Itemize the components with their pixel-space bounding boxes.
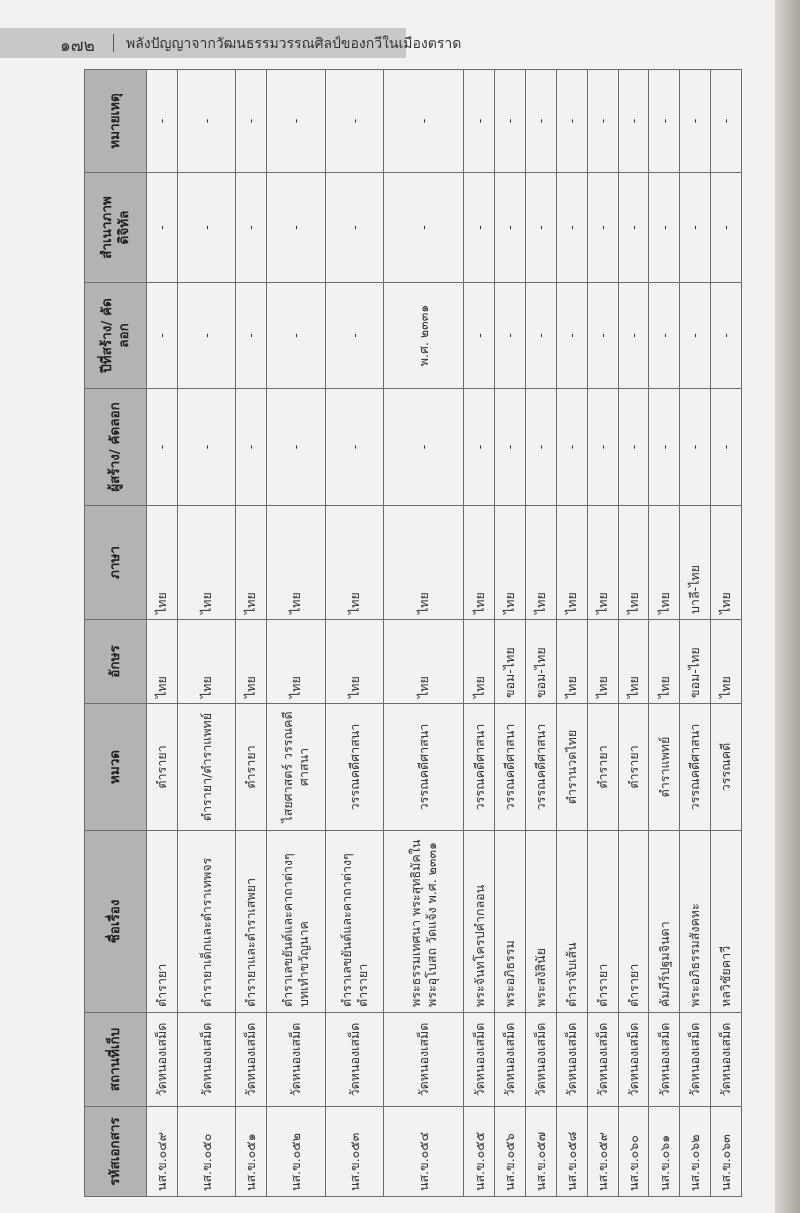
cell-script: ไทย	[711, 620, 742, 704]
cell-category: ตำราแพทย์	[649, 704, 680, 831]
cell-code: นส.ข.๐๕๒	[267, 1107, 326, 1197]
cell-year: -	[236, 283, 267, 389]
cell-creator: -	[526, 389, 557, 506]
cell-language: ไทย	[384, 506, 464, 620]
cell-year: -	[587, 283, 618, 389]
cell-code: นส.ข.๐๔๙	[147, 1107, 178, 1197]
cell-language: บาลี-ไทย	[680, 506, 711, 620]
table-row	[556, 70, 587, 1197]
cell-digital-copy: -	[147, 173, 178, 283]
cell-digital-copy: -	[711, 173, 742, 283]
cell-creator: -	[711, 389, 742, 506]
cell-digital-copy: -	[649, 173, 680, 283]
col-header-language: ภาษา	[85, 506, 147, 620]
cell-digital-copy: -	[267, 173, 326, 283]
table-row	[325, 70, 384, 1197]
cell-title: ตำราเลขยันต์และคาถาต่างๆ บทเทำขวัญนาค	[267, 831, 326, 1013]
cell-year: -	[556, 283, 587, 389]
cell-code: นส.ข.๐๕๔	[384, 1107, 464, 1197]
cell-title: หลวิชัยคาวี	[711, 831, 742, 1013]
cell-language: ไทย	[325, 506, 384, 620]
cell-remark: -	[147, 70, 178, 173]
cell-language: ไทย	[464, 506, 495, 620]
cell-location: วัดหนองเสม็ด	[464, 1013, 495, 1107]
table-header-row	[85, 70, 147, 1197]
page-number: ๑๗๒	[60, 36, 95, 56]
cell-location: วัดหนองเสม็ด	[495, 1013, 526, 1107]
cell-title: พระธรรมเทศนา พระสุทธิมัคในพระอุโบสถ วัดแจ้ง พ.ศ. ๒๓๓๑	[384, 831, 464, 1013]
cell-code: นส.ข.๐๕๕	[464, 1107, 495, 1197]
cell-digital-copy: -	[526, 173, 557, 283]
table-row	[495, 70, 526, 1197]
cell-category: วรรณคดี	[711, 704, 742, 831]
cell-year: -	[618, 283, 649, 389]
cell-category: วรรณคดีศาสนา	[526, 704, 557, 831]
cell-year: -	[177, 283, 236, 389]
col-header-remark: หมายเหตุ	[85, 70, 147, 173]
table-row	[464, 70, 495, 1197]
table-row	[526, 70, 557, 1197]
cell-title: พระสงัสินัย	[526, 831, 557, 1013]
manuscript-table	[84, 69, 742, 1197]
cell-creator: -	[618, 389, 649, 506]
cell-remark: -	[556, 70, 587, 173]
cell-script: ไทย	[384, 620, 464, 704]
cell-creator: -	[649, 389, 680, 506]
table-row	[384, 70, 464, 1197]
cell-location: วัดหนองเสม็ด	[649, 1013, 680, 1107]
cell-digital-copy: -	[495, 173, 526, 283]
cell-year: -	[649, 283, 680, 389]
cell-creator: -	[495, 389, 526, 506]
cell-title: ตำรายาเด็กและตำราเทพจร	[177, 831, 236, 1013]
cell-script: ไทย	[147, 620, 178, 704]
cell-creator: -	[147, 389, 178, 506]
cell-location: วัดหนองเสม็ด	[711, 1013, 742, 1107]
table-body	[147, 70, 742, 1197]
cell-location: วัดหนองเสม็ด	[384, 1013, 464, 1107]
cell-remark: -	[495, 70, 526, 173]
cell-remark: -	[384, 70, 464, 173]
cell-remark: -	[680, 70, 711, 173]
cell-script: ไทย	[325, 620, 384, 704]
cell-remark: -	[526, 70, 557, 173]
cell-language: ไทย	[526, 506, 557, 620]
cell-code: นส.ข.๐๖๐	[618, 1107, 649, 1197]
col-header-creator: ผู้สร้าง/ คัดลอก	[85, 389, 147, 506]
cell-title: ตำราเลขยันต์และคาถาต่างๆ ตำรายา	[325, 831, 384, 1013]
cell-category: วรรณคดีศาสนา	[680, 704, 711, 831]
cell-creator: -	[464, 389, 495, 506]
table-row	[649, 70, 680, 1197]
cell-remark: -	[325, 70, 384, 173]
cell-digital-copy: -	[177, 173, 236, 283]
cell-digital-copy: -	[325, 173, 384, 283]
table-row	[711, 70, 742, 1197]
cell-language: ไทย	[147, 506, 178, 620]
cell-title: พระจันทโครปคำกลอน	[464, 831, 495, 1013]
book-title: พลังปัญญาจากวัฒนธรรมวรรณศิลป์ของกวีในเมืองตราด	[126, 36, 462, 52]
cell-year: -	[325, 283, 384, 389]
cell-language: ไทย	[177, 506, 236, 620]
cell-remark: -	[267, 70, 326, 173]
cell-language: ไทย	[267, 506, 326, 620]
cell-remark: -	[649, 70, 680, 173]
cell-title: ตำรายา	[147, 831, 178, 1013]
cell-remark: -	[711, 70, 742, 173]
cell-script: ไทย	[236, 620, 267, 704]
cell-location: วัดหนองเสม็ด	[680, 1013, 711, 1107]
cell-creator: -	[325, 389, 384, 506]
cell-remark: -	[587, 70, 618, 173]
col-header-year: ปีที่สร้าง/ คัดลอก	[85, 283, 147, 389]
cell-location: วัดหนองเสม็ด	[267, 1013, 326, 1107]
header-divider	[113, 34, 114, 52]
cell-category: ตำรานวดไทย	[556, 704, 587, 831]
cell-title: คัมภีร์ปฐมจินดา	[649, 831, 680, 1013]
cell-code: นส.ข.๐๕๗	[526, 1107, 557, 1197]
col-header-digital-copy: สำเนาภาพ ดิจิทัล	[85, 173, 147, 283]
cell-location: วัดหนองเสม็ด	[236, 1013, 267, 1107]
cell-digital-copy: -	[618, 173, 649, 283]
cell-location: วัดหนองเสม็ด	[147, 1013, 178, 1107]
cell-remark: -	[618, 70, 649, 173]
cell-language: ไทย	[587, 506, 618, 620]
cell-language: ไทย	[495, 506, 526, 620]
cell-language: ไทย	[236, 506, 267, 620]
cell-code: นส.ข.๐๖๒	[680, 1107, 711, 1197]
cell-script: ไทย	[267, 620, 326, 704]
cell-year: -	[680, 283, 711, 389]
cell-digital-copy: -	[384, 173, 464, 283]
cell-remark: -	[177, 70, 236, 173]
cell-script: ไทย	[587, 620, 618, 704]
cell-title: พระอภิธรรมสังคหะ	[680, 831, 711, 1013]
col-header-script: อักษร	[85, 620, 147, 704]
cell-creator: -	[680, 389, 711, 506]
cell-category: ตำรายา	[587, 704, 618, 831]
cell-category: วรรณคดีศาสนา	[325, 704, 384, 831]
cell-category: ตำรายา/ตำราแพทย์	[177, 704, 236, 831]
cell-title: พระอภิธรรม	[495, 831, 526, 1013]
cell-location: วัดหนองเสม็ด	[618, 1013, 649, 1107]
cell-digital-copy: -	[556, 173, 587, 283]
rotated-table-wrapper	[84, 70, 742, 1197]
cell-year: -	[711, 283, 742, 389]
cell-creator: -	[384, 389, 464, 506]
cell-script: ไทย	[649, 620, 680, 704]
cell-code: นส.ข.๐๕๘	[556, 1107, 587, 1197]
cell-digital-copy: -	[236, 173, 267, 283]
col-header-title: ชื่อเรื่อง	[85, 831, 147, 1013]
cell-code: นส.ข.๐๕๙	[587, 1107, 618, 1197]
cell-language: ไทย	[649, 506, 680, 620]
cell-language: ไทย	[618, 506, 649, 620]
cell-script: ขอม-ไทย	[526, 620, 557, 704]
book-spine-shadow	[775, 0, 800, 1213]
table-row	[618, 70, 649, 1197]
cell-category: วรรณคดีศาสนา	[464, 704, 495, 831]
cell-creator: -	[267, 389, 326, 506]
cell-creator: -	[587, 389, 618, 506]
col-header-code: รหัสเอกสาร	[85, 1107, 147, 1197]
cell-year: -	[526, 283, 557, 389]
cell-remark: -	[236, 70, 267, 173]
cell-code: นส.ข.๐๕๐	[177, 1107, 236, 1197]
cell-category: วรรณคดีศาสนา	[384, 704, 464, 831]
cell-digital-copy: -	[464, 173, 495, 283]
cell-code: นส.ข.๐๖๓	[711, 1107, 742, 1197]
table-row	[587, 70, 618, 1197]
cell-location: วัดหนองเสม็ด	[325, 1013, 384, 1107]
cell-category: ไสยศาสตร์ วรรณคดีศาสนา	[267, 704, 326, 831]
col-header-category: หมวด	[85, 704, 147, 831]
cell-script: ขอม-ไทย	[680, 620, 711, 704]
cell-category: ตำรายา	[618, 704, 649, 831]
cell-creator: -	[556, 389, 587, 506]
cell-year: -	[267, 283, 326, 389]
cell-category: ตำรายา	[147, 704, 178, 831]
cell-title: ตำราจับเส้น	[556, 831, 587, 1013]
cell-year: -	[147, 283, 178, 389]
cell-location: วัดหนองเสม็ด	[587, 1013, 618, 1107]
cell-code: นส.ข.๐๕๖	[495, 1107, 526, 1197]
cell-code: นส.ข.๐๖๑	[649, 1107, 680, 1197]
cell-language: ไทย	[711, 506, 742, 620]
cell-code: นส.ข.๐๕๓	[325, 1107, 384, 1197]
cell-script: ขอม-ไทย	[495, 620, 526, 704]
cell-remark: -	[464, 70, 495, 173]
cell-script: ไทย	[177, 620, 236, 704]
cell-category: วรรณคดีศาสนา	[495, 704, 526, 831]
cell-year: -	[495, 283, 526, 389]
table-row	[680, 70, 711, 1197]
cell-creator: -	[236, 389, 267, 506]
cell-location: วัดหนองเสม็ด	[556, 1013, 587, 1107]
cell-script: ไทย	[618, 620, 649, 704]
cell-script: ไทย	[464, 620, 495, 704]
cell-code: นส.ข.๐๕๑	[236, 1107, 267, 1197]
table-row	[267, 70, 326, 1197]
cell-title: ตำรายาและตำราเสพยา	[236, 831, 267, 1013]
cell-title: ตำรายา	[618, 831, 649, 1013]
table-row	[147, 70, 178, 1197]
cell-year: -	[464, 283, 495, 389]
cell-location: วัดหนองเสม็ด	[526, 1013, 557, 1107]
cell-title: ตำรายา	[587, 831, 618, 1013]
cell-year: พ.ศ. ๒๓๓๑	[384, 283, 464, 389]
table-row	[236, 70, 267, 1197]
cell-digital-copy: -	[680, 173, 711, 283]
col-header-location: สถานที่เก็บ	[85, 1013, 147, 1107]
cell-creator: -	[177, 389, 236, 506]
table-row	[177, 70, 236, 1197]
cell-location: วัดหนองเสม็ด	[177, 1013, 236, 1107]
cell-digital-copy: -	[587, 173, 618, 283]
cell-category: ตำรายา	[236, 704, 267, 831]
cell-language: ไทย	[556, 506, 587, 620]
cell-script: ไทย	[556, 620, 587, 704]
